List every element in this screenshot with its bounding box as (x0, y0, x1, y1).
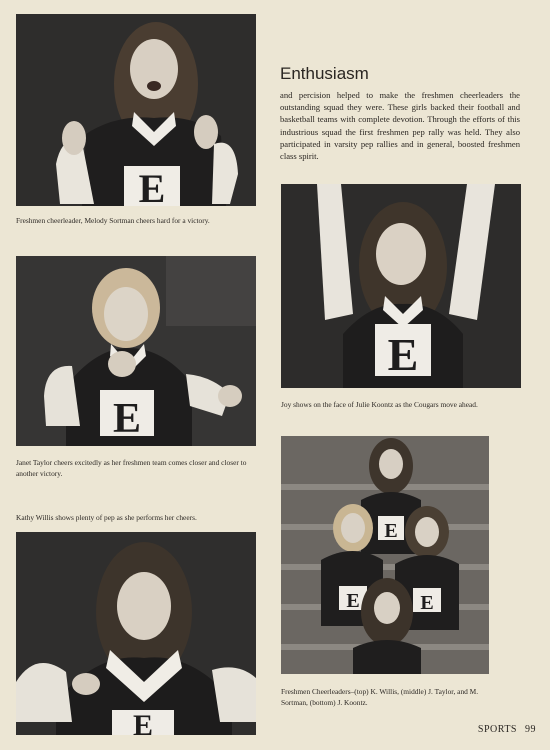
uniform-letter: E (420, 592, 434, 614)
article-body: and percision helped to make the freshmen cheerleaders the outstanding squad they were. These girls backed their football and basketball teams with complete devotion. Through the efforts of this industrious squad the first freshmen pep rally was held. They also participated in varsity pep rallies and in general, boosted freshmen class spirit. (280, 90, 520, 162)
caption-julie: Joy shows on the face of Julie Koontz as the Cougars move ahead. (281, 400, 478, 409)
uniform-letter: E (387, 329, 419, 380)
photo-cheerleader-group (281, 436, 489, 674)
uniform-letter: E (346, 590, 360, 612)
caption-janet: Janet Taylor cheers excitedly as her freshmen team comes closer and closer to another victory. (16, 458, 247, 478)
uniform-letter: E (132, 709, 154, 735)
photo-melody-sortman (16, 14, 256, 206)
uniform-letter: E (112, 396, 142, 442)
page-footer (470, 724, 536, 735)
photo-kathy-willis (16, 532, 256, 735)
uniform-letter: E (138, 166, 166, 206)
caption-melody: Freshmen cheerleader, Melody Sortman cheers hard for a victory. (16, 216, 210, 225)
page-number: 99 (525, 724, 536, 735)
caption-kathy: Kathy Willis shows plenty of pep as she performs her cheers. (16, 513, 197, 522)
uniform-letter: E (384, 520, 398, 542)
article-headline: Enthusiasm (280, 64, 369, 83)
caption-group: Freshmen Cheerleaders–(top) K. Willis, (middle) J. Taylor, and M. Sortman, (bottom) J. Koontz. (281, 687, 479, 707)
photo-janet-taylor (16, 256, 256, 446)
photo-julie-koontz (281, 184, 521, 388)
section-label: SPORTS (477, 724, 517, 735)
